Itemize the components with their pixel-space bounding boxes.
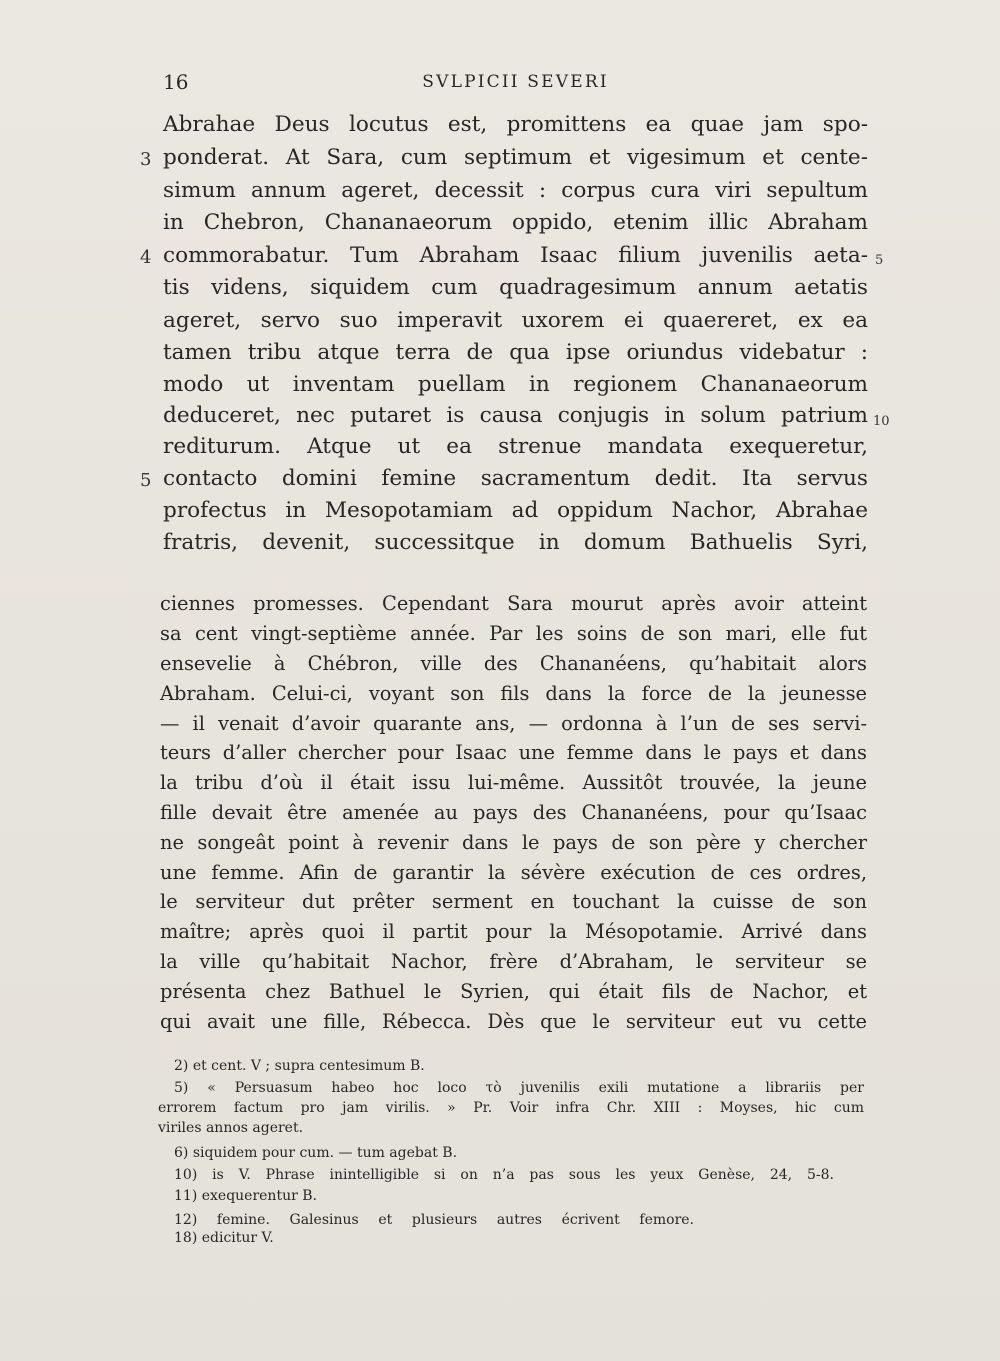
- latin-line: ponderat. At Sara, cum septimum et vigesimum et cente-: [163, 145, 868, 170]
- latin-line: contacto domini femine sacramentum dedit. Ita servus: [163, 466, 868, 491]
- running-title: SVLPICII SEVERI: [422, 72, 609, 92]
- footnote-line: viriles annos ageret.: [158, 1120, 304, 1136]
- footnote-line: 11) exequerentur B.: [174, 1188, 317, 1204]
- french-line: qui avait une fille, Rébecca. Dès que le serviteur eut vu cette: [160, 1010, 867, 1033]
- french-line: maître; après quoi il partit pour la Mésopotamie. Arrivé dans: [160, 920, 867, 943]
- footnote-line: 2) et cent. V ; supra centesimum B.: [174, 1058, 425, 1074]
- latin-line: in Chebron, Chananaeorum oppido, etenim illic Abraham: [163, 210, 868, 235]
- french-line: teurs d’aller chercher pour Isaac une femme dans le pays et dans: [160, 741, 867, 764]
- french-line: la tribu d’où il était issu lui-même. Aussitôt trouvée, la jeune: [160, 771, 867, 794]
- footnote-line: 5) « Persuasum habeo hoc loco τὸ juvenilis exili mutatione a librariis per: [174, 1080, 864, 1096]
- french-line: le serviteur dut prêter serment en touchant la cuisse de son: [160, 890, 867, 913]
- latin-line: deduceret, nec putaret is causa conjugis in solum patrium: [163, 403, 868, 428]
- french-line: fille devait être amenée au pays des Chananéens, pour qu’Isaac: [160, 801, 867, 824]
- footnote-line: 6) siquidem pour cum. — tum agebat B.: [174, 1145, 458, 1161]
- latin-line: profectus in Mesopotamiam ad oppidum Nachor, Abrahae: [163, 498, 868, 523]
- latin-line: rediturum. Atque ut ea strenue mandata exequeretur,: [163, 434, 868, 459]
- french-line: la ville qu’habitait Nachor, frère d’Abraham, le serviteur se: [160, 950, 867, 973]
- latin-line: tis videns, siquidem cum quadragesimum annum aetatis: [163, 275, 868, 300]
- french-line: ne songeât point à revenir dans le pays de son père y chercher: [160, 831, 867, 854]
- latin-line: simum annum ageret, decessit : corpus cura viri sepultum: [163, 178, 868, 203]
- latin-line: fratris, devenit, successitque in domum Bathuelis Syri,: [163, 530, 868, 555]
- left-margin-number: 5: [140, 470, 152, 491]
- latin-line: commorabatur. Tum Abraham Isaac filium juvenilis aeta-: [163, 243, 868, 268]
- right-margin-number: 5: [875, 253, 884, 268]
- latin-line: tamen tribu atque terra de qua ipse oriundus videbatur :: [163, 340, 868, 365]
- french-line: ciennes promesses. Cependant Sara mourut après avoir atteint: [160, 592, 867, 615]
- page-header: [163, 70, 868, 98]
- page-number: 16: [163, 70, 189, 94]
- right-margin-number: 10: [873, 414, 890, 429]
- footnote-line: 12) femine. Galesinus et plusieurs autres écrivent femore.: [174, 1212, 694, 1228]
- footnote-line: 10) is V. Phrase inintelligible si on n’a pas sous les yeux Genèse, 24, 5-8.: [174, 1167, 834, 1183]
- left-margin-number: 3: [140, 149, 152, 170]
- french-line: présenta chez Bathuel le Syrien, qui était fils de Nachor, et: [160, 980, 867, 1003]
- french-line: une femme. Afin de garantir la sévère exécution de ces ordres,: [160, 861, 867, 884]
- french-line: sa cent vingt-septième année. Par les soins de son mari, elle fut: [160, 622, 867, 645]
- latin-line: Abrahae Deus locutus est, promittens ea quae jam spo-: [163, 112, 868, 137]
- footnote-line: errorem factum pro jam virilis. » Pr. Voir infra Chr. XIII : Moyses, hic cum: [158, 1100, 864, 1116]
- latin-line: modo ut inventam puellam in regionem Chananaeorum: [163, 372, 868, 397]
- footnote-line: 18) edicitur V.: [174, 1230, 274, 1246]
- left-margin-number: 4: [140, 247, 152, 268]
- french-line: — il venait d’avoir quarante ans, — ordonna à l’un de ses servi-: [160, 712, 867, 735]
- latin-line: ageret, servo suo imperavit uxorem ei quaereret, ex ea: [163, 308, 868, 333]
- french-line: ensevelie à Chébron, ville des Chananéens, qu’habitait alors: [160, 652, 867, 675]
- french-line: Abraham. Celui-ci, voyant son fils dans la force de la jeunesse: [160, 682, 867, 705]
